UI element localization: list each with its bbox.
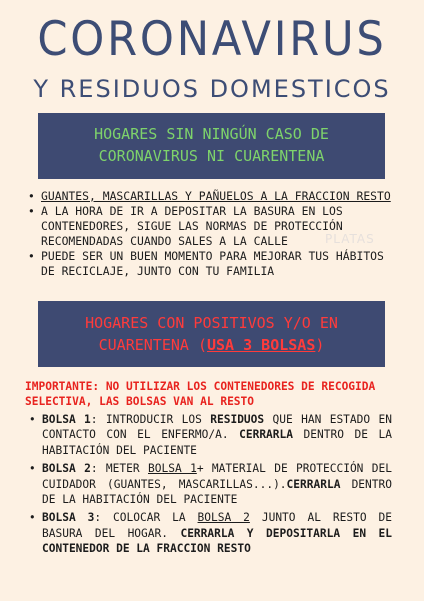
bag-2-cerrarla: CERRARLA: [286, 477, 341, 491]
bag-3-ref-bag-2: BOLSA 2: [197, 511, 250, 525]
list-item: [28, 189, 400, 204]
bags-list: [29, 412, 392, 560]
list-item: [29, 412, 392, 458]
bag-2-text-2: + MATERIAL DE PROTECCIÓN DEL CUIDADOR (GUANTES, MASCARILLAS...).: [42, 462, 393, 491]
watermark: PLATAS: [325, 232, 375, 246]
bag-1-label: BOLSA 1: [42, 413, 91, 426]
page-title: CORONAVIRUS: [37, 12, 387, 67]
bag-2-label: BOLSA 2: [42, 462, 91, 476]
bullet-icon: •: [28, 204, 35, 218]
bag-3-label: BOLSA 3: [42, 511, 95, 525]
bullet-icon: •: [28, 189, 35, 203]
list-item-text: GUANTES, MASCARILLAS Y PAÑUELOS A LA FRACCION RESTO: [41, 189, 391, 203]
banner-positive-cases: [38, 301, 385, 367]
bag-1-residuos: RESIDUOS: [210, 413, 265, 426]
bag-1-cerrarla: CERRARLA: [239, 428, 293, 442]
list-item: [29, 461, 392, 507]
list-item-text: A LA HORA DE IR A DEPOSITAR LA BASURA EN LOS CONTENEDORES, SIGUE LAS NORMAS DE PROTECCIÓN RECOMENDADAS CUANDO SALES A LA CALLE: [41, 204, 343, 248]
banner-no-cases-line2: CORONAVIRUS NI CUARENTENA: [98, 147, 325, 165]
bag-2-ref-bag-1: BOLSA 1: [148, 462, 197, 476]
list-item-text: PUEDE SER UN BUEN MOMENTO PARA MEJORAR TUS HÁBITOS DE RECICLAJE, JUNTO CON TU FAMILIA: [41, 249, 384, 278]
bag-2-text-3: DENTRO DE LA HABITACIÓN DEL PACIENTE: [42, 477, 392, 507]
page-subtitle: Y RESIDUOS DOMESTICOS: [33, 75, 391, 103]
bag-2-text: : METER: [90, 462, 148, 476]
bullet-icon: •: [29, 462, 36, 476]
banner-positive-line2: [38, 334, 385, 356]
bag-1-text-3: DENTRO DE LA HABITACIÓN DEL PACIENTE: [42, 428, 392, 457]
important-notice: IMPORTANTE: NO UTILIZAR LOS CONTENEDORES DE RECOGIDA SELECTIVA, LAS BOLSAS VAN AL RESTO: [25, 380, 376, 408]
banner-positive-line1: HOGARES CON POSITIVOS Y/O EN: [85, 314, 338, 332]
bag-1-text: : INTRODUCIR LOS: [90, 413, 211, 426]
list-item: [28, 249, 400, 279]
list-item: [29, 510, 392, 556]
banner-positive-line2-start: CUARENTENA (: [98, 336, 207, 354]
banner-no-cases-line1: HOGARES SIN NINGÚN CASO DE: [94, 125, 329, 143]
bullet-icon: •: [29, 413, 36, 426]
banner-positive-line2-end: ): [315, 336, 325, 354]
bag-3-text: : COLOCAR LA: [94, 511, 198, 525]
bullet-icon: •: [28, 249, 35, 263]
banner-no-cases: [38, 113, 385, 179]
bag-3-cerrarla: CERRARLA Y DEPOSITARLA EN EL CONTENEDOR DE LA FRACCION RESTO: [42, 526, 392, 556]
bag-1-text-2: QUE HAN ESTADO EN CONTACTO CON EL ENFERMO/A.: [42, 413, 392, 442]
bag-3-text-2: JUNTO AL RESTO DE BASURA DEL HOGAR.: [42, 511, 392, 540]
use-3-bags-label: USA 3 BOLSAS: [206, 336, 316, 354]
bullet-icon: •: [29, 511, 36, 525]
